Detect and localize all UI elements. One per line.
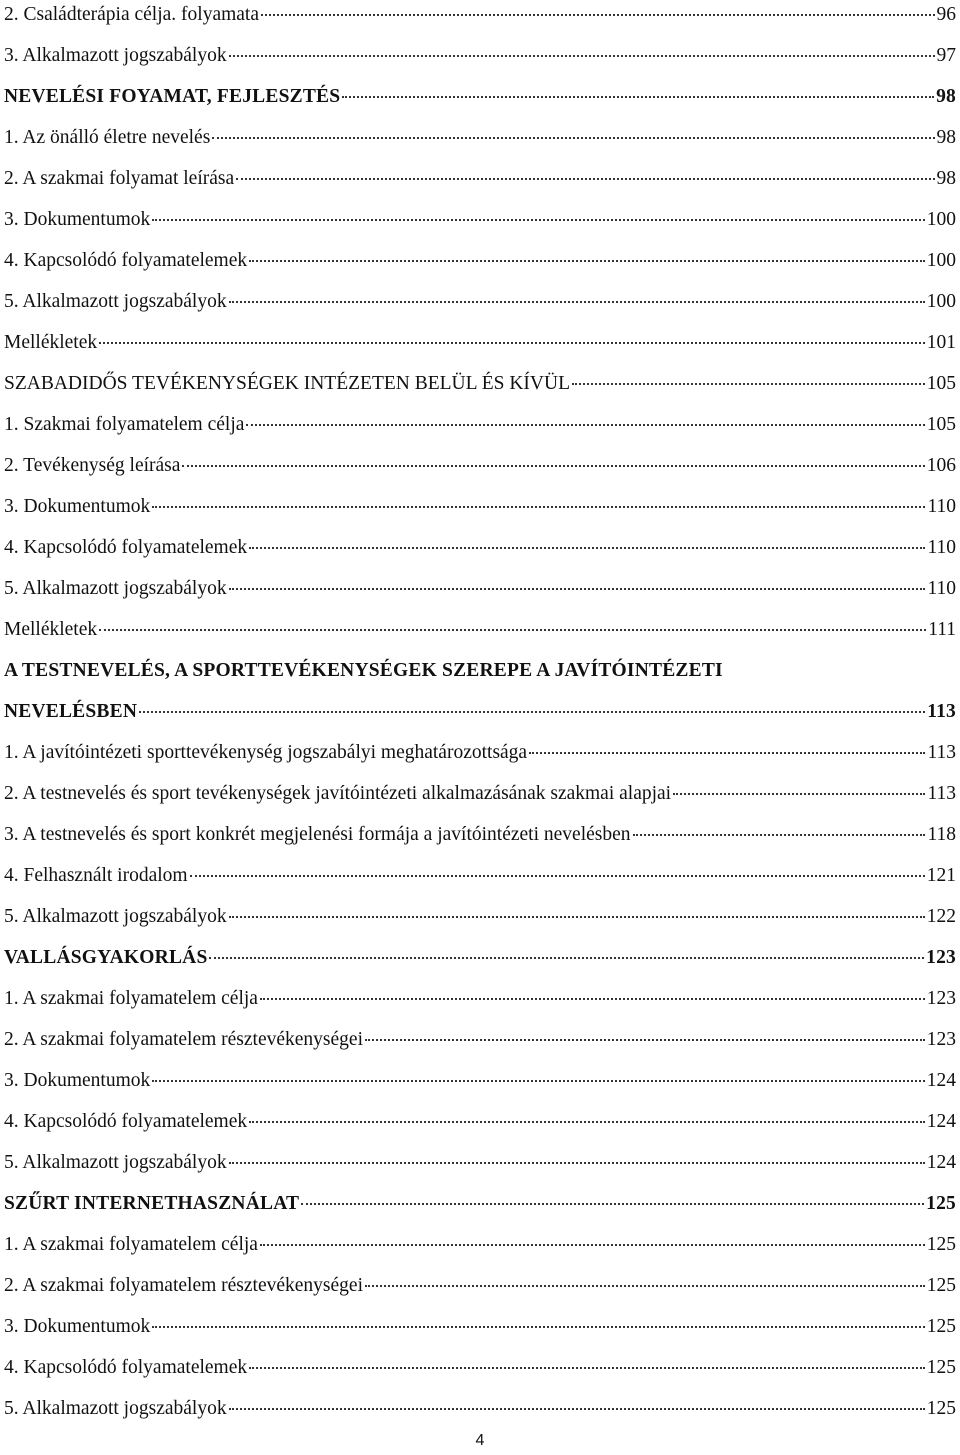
toc-entry[interactable] bbox=[0, 451, 956, 481]
toc-entry[interactable] bbox=[0, 1025, 956, 1055]
dot-leader bbox=[249, 1367, 925, 1369]
toc-entry[interactable] bbox=[0, 1066, 956, 1096]
toc-entry[interactable] bbox=[0, 41, 956, 71]
toc-entry-page: 123 bbox=[926, 947, 956, 968]
toc-entry-title: 1. Az önálló életre nevelés bbox=[4, 127, 211, 148]
toc-entry-title: 2. Tevékenység leírása bbox=[4, 455, 181, 476]
toc-entry-title: NEVELÉSBEN bbox=[4, 701, 138, 722]
dot-leader bbox=[229, 55, 935, 57]
toc-entry-page: 110 bbox=[927, 496, 956, 517]
toc-entry-page: 97 bbox=[936, 45, 956, 66]
dot-leader bbox=[261, 14, 934, 16]
toc-entry-title: 5. Alkalmazott jogszabályok bbox=[4, 1152, 227, 1173]
dot-leader bbox=[229, 1162, 925, 1164]
toc-entry-title: 3. Dokumentumok bbox=[4, 209, 151, 230]
toc-entry-title: 4. Kapcsolódó folyamatelemek bbox=[4, 537, 248, 558]
toc-entry[interactable] bbox=[0, 574, 956, 604]
toc-entry-title: 2. A szakmai folyamatelem résztevékenységei bbox=[4, 1275, 363, 1296]
toc-entry-title: 3. Dokumentumok bbox=[4, 1316, 151, 1337]
dot-leader bbox=[673, 793, 925, 795]
toc-entry-page: 101 bbox=[926, 332, 956, 353]
toc-entry-title: Mellékletek bbox=[4, 619, 98, 640]
toc-heading-line-1: A TESTNEVELÉS, A SPORTTEVÉKENYSÉGEK SZEREPE A JAVÍTÓINTÉZETI bbox=[4, 660, 723, 681]
toc-entry-page: 113 bbox=[927, 742, 956, 763]
dot-leader bbox=[190, 875, 925, 877]
dot-leader bbox=[529, 752, 925, 754]
toc-entry-title: 4. Kapcsolódó folyamatelemek bbox=[4, 250, 248, 271]
toc-entry-page: 124 bbox=[926, 1070, 956, 1091]
toc-entry-title: 3. Dokumentumok bbox=[4, 1070, 151, 1091]
toc-entry[interactable] bbox=[0, 779, 956, 809]
toc-entry-title: 5. Alkalmazott jogszabályok bbox=[4, 578, 227, 599]
toc-entry-page: 125 bbox=[926, 1234, 956, 1255]
toc-entry-title: 3. Alkalmazott jogszabályok bbox=[4, 45, 227, 66]
toc-entry-title: 1. A szakmai folyamatelem célja bbox=[4, 1234, 258, 1255]
dot-leader bbox=[246, 424, 924, 426]
dot-leader bbox=[260, 1244, 925, 1246]
toc-entry-title: 4. Felhasznált irodalom bbox=[4, 865, 188, 886]
dot-leader bbox=[249, 260, 925, 262]
toc-entry[interactable] bbox=[0, 328, 956, 358]
dot-leader bbox=[633, 834, 926, 836]
toc-entry-page: 110 bbox=[927, 537, 956, 558]
toc-entry[interactable] bbox=[0, 1353, 956, 1383]
toc-entry-page: 100 bbox=[926, 291, 956, 312]
toc-entry[interactable] bbox=[0, 1230, 956, 1260]
dot-leader bbox=[365, 1039, 925, 1041]
toc-entry[interactable] bbox=[0, 492, 956, 522]
toc-entry-title: 1. A javítóintézeti sporttevékenység jogszabályi meghatározottsága bbox=[4, 742, 528, 763]
dot-leader bbox=[212, 137, 934, 139]
dot-leader bbox=[342, 96, 934, 98]
toc-entry-page: 110 bbox=[927, 578, 956, 599]
dot-leader bbox=[152, 219, 925, 221]
toc-entry[interactable] bbox=[0, 615, 956, 645]
toc-entry[interactable] bbox=[0, 246, 956, 276]
toc-entry-page: 124 bbox=[926, 1152, 956, 1173]
toc-entry[interactable] bbox=[0, 164, 956, 194]
toc-entry[interactable] bbox=[0, 738, 956, 768]
dot-leader bbox=[572, 383, 925, 385]
toc-entry[interactable] bbox=[0, 697, 956, 727]
dot-leader bbox=[229, 588, 926, 590]
toc-entry-page: 118 bbox=[927, 824, 956, 845]
toc-entry[interactable] bbox=[0, 1394, 956, 1424]
toc-entry[interactable] bbox=[0, 1189, 956, 1219]
toc-entry-page: 125 bbox=[926, 1275, 956, 1296]
toc-entry[interactable] bbox=[0, 943, 956, 973]
toc-entry-page: 98 bbox=[936, 127, 956, 148]
toc-entry-page: 125 bbox=[926, 1357, 956, 1378]
dot-leader bbox=[229, 301, 925, 303]
dot-leader bbox=[99, 629, 926, 631]
toc-entry-page: 113 bbox=[927, 701, 956, 722]
dot-leader bbox=[249, 547, 925, 549]
toc-entry-page: 121 bbox=[926, 865, 956, 886]
toc-entry-page: 105 bbox=[926, 414, 956, 435]
dot-leader bbox=[139, 711, 925, 713]
toc-entry-page: 100 bbox=[926, 250, 956, 271]
toc-entry-page: 96 bbox=[936, 4, 956, 25]
toc-entry-title: 5. Alkalmazott jogszabályok bbox=[4, 291, 227, 312]
toc-entry[interactable] bbox=[0, 1148, 956, 1178]
toc-entry[interactable] bbox=[0, 1271, 956, 1301]
toc-entry-page: 125 bbox=[926, 1316, 956, 1337]
toc-entry[interactable] bbox=[0, 1107, 956, 1137]
toc-entry-page: 122 bbox=[926, 906, 956, 927]
toc-entry-page: 100 bbox=[926, 209, 956, 230]
toc-entry[interactable] bbox=[0, 533, 956, 563]
toc-entry-title: 5. Alkalmazott jogszabályok bbox=[4, 1398, 227, 1419]
toc-entry[interactable] bbox=[0, 287, 956, 317]
dot-leader bbox=[301, 1203, 924, 1205]
toc-entry-title: 4. Kapcsolódó folyamatelemek bbox=[4, 1357, 248, 1378]
toc-entry[interactable] bbox=[0, 820, 956, 850]
toc-entry[interactable] bbox=[0, 410, 956, 440]
toc-entry-title: VALLÁSGYAKORLÁS bbox=[4, 947, 208, 968]
toc-entry[interactable] bbox=[0, 861, 956, 891]
dot-leader bbox=[236, 178, 934, 180]
dot-leader bbox=[229, 916, 925, 918]
toc-entry-page: 123 bbox=[926, 1029, 956, 1050]
toc-entry-page: 125 bbox=[926, 1193, 956, 1214]
toc-entry-page: 111 bbox=[928, 619, 956, 640]
toc-entry[interactable] bbox=[0, 984, 956, 1014]
dot-leader bbox=[249, 1121, 925, 1123]
toc-entry-title: 2. Családterápia célja. folyamata bbox=[4, 4, 260, 25]
toc-entry-page: 98 bbox=[936, 86, 956, 107]
toc-entry[interactable] bbox=[0, 1312, 956, 1342]
toc-entry-title: Mellékletek bbox=[4, 332, 98, 353]
dot-leader bbox=[229, 1408, 925, 1410]
toc-entry-page: 98 bbox=[936, 168, 956, 189]
toc-entry-page: 123 bbox=[926, 988, 956, 1009]
dot-leader bbox=[209, 957, 924, 959]
toc-entry-title: 3. Dokumentumok bbox=[4, 496, 151, 517]
toc-entry[interactable] bbox=[0, 123, 956, 153]
dot-leader bbox=[152, 506, 925, 508]
toc-entry-title: 2. A testnevelés és sport tevékenységek javítóintézeti alkalmazásának szakmai alapjai bbox=[4, 783, 672, 804]
dot-leader bbox=[152, 1080, 925, 1082]
dot-leader bbox=[99, 342, 925, 344]
toc-entry[interactable] bbox=[0, 369, 956, 399]
toc-entry[interactable] bbox=[0, 82, 956, 112]
toc-entry-title: 3. A testnevelés és sport konkrét megjelenési formája a javítóintézeti nevelésben bbox=[4, 824, 631, 845]
toc-entry-page: 105 bbox=[926, 373, 956, 394]
toc-entry-title: SZABADIDŐS TEVÉKENYSÉGEK INTÉZETEN BELÜL ÉS KÍVÜL bbox=[4, 373, 570, 394]
toc-entry-title: SZŰRT INTERNETHASZNÁLAT bbox=[4, 1193, 300, 1214]
dot-leader bbox=[182, 465, 924, 467]
dot-leader bbox=[152, 1326, 925, 1328]
toc-entry-page: 106 bbox=[926, 455, 956, 476]
dot-leader bbox=[260, 998, 925, 1000]
toc-entry[interactable] bbox=[0, 902, 956, 932]
toc-entry[interactable] bbox=[0, 0, 956, 30]
toc-entry-title: 1. A szakmai folyamatelem célja bbox=[4, 988, 258, 1009]
toc-entry-page: 113 bbox=[927, 783, 956, 804]
toc-entry-title: 2. A szakmai folyamatelem résztevékenységei bbox=[4, 1029, 363, 1050]
toc-entry-title: 5. Alkalmazott jogszabályok bbox=[4, 906, 227, 927]
toc-entry-title: 4. Kapcsolódó folyamatelemek bbox=[4, 1111, 248, 1132]
toc-entry-title: NEVELÉSI FOYAMAT, FEJLESZTÉS bbox=[4, 86, 341, 107]
dot-leader bbox=[365, 1285, 925, 1287]
toc-entry-title: 2. A szakmai folyamat leírása bbox=[4, 168, 235, 189]
toc-entry-title: 1. Szakmai folyamatelem célja bbox=[4, 414, 245, 435]
page-number: 4 bbox=[475, 1432, 485, 1449]
toc-entry-page: 124 bbox=[926, 1111, 956, 1132]
toc-entry[interactable] bbox=[0, 205, 956, 235]
toc-entry-page: 125 bbox=[926, 1398, 956, 1419]
